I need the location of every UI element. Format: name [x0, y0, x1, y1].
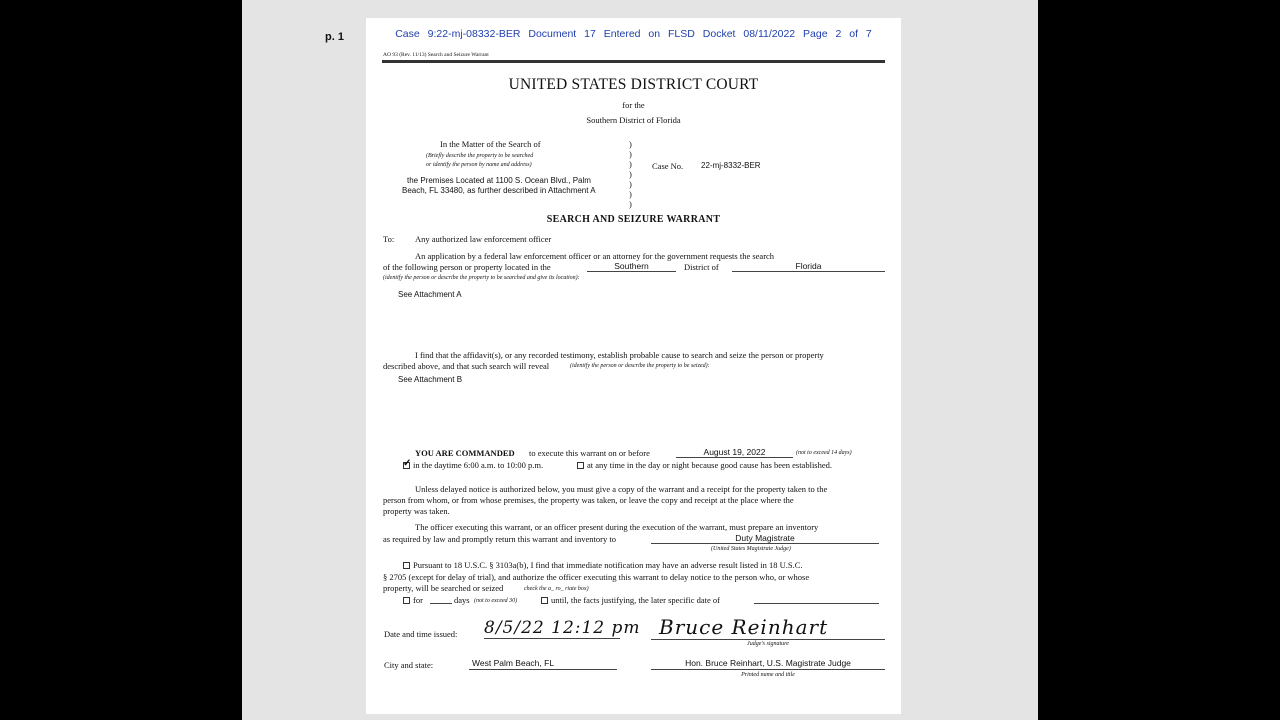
- days-blank: [430, 594, 452, 604]
- matter-hint-2: or identify the person by name and address): [426, 162, 532, 168]
- premises-line-1: the Premises Located at 1100 S. Ocean Blvd., Palm: [407, 176, 591, 185]
- for-days-checkbox[interactable]: [403, 597, 410, 604]
- pursuant-text-1: Pursuant to 18 U.S.C. § 3103a(b), I find that immediate notification may have an adverse result listed in 18 U.S.C.: [413, 560, 803, 570]
- until-label: until, the facts justifying, the later specific date of: [551, 595, 720, 605]
- docket-stamp: Case 9:22-mj-08332-BER Document 17 Entered on FLSD Docket 08/11/2022 Page 2 of 7: [395, 28, 872, 40]
- daytime-label: in the daytime 6:00 a.m. to 10:00 p.m.: [413, 460, 544, 470]
- city-value: West Palm Beach, FL: [469, 658, 617, 670]
- warrant-title: SEARCH AND SEIZURE WARRANT: [546, 214, 721, 225]
- delayed-line-1: Unless delayed notice is authorized below, you must give a copy of the warrant and a receipt for the property taken to the: [415, 484, 828, 494]
- delayed-line-2: person from whom, or from whose premises, the property was taken, or leave the copy and receipt at the place where the: [383, 495, 794, 505]
- to-value: Any authorized law enforcement officer: [415, 234, 552, 244]
- inventory-line-2: as required by law and promptly return this warrant and inventory to: [383, 534, 616, 544]
- district-name: Southern District of Florida: [586, 115, 681, 125]
- command-bold: YOU ARE COMMANDED: [415, 448, 515, 458]
- for-the: for the: [622, 100, 645, 110]
- printed-name: Hon. Bruce Reinhart, U.S. Magistrate Judge: [651, 658, 885, 670]
- paren: ): [629, 179, 632, 189]
- pursuant-line-1: [403, 560, 803, 570]
- district-field: Southern: [587, 261, 676, 272]
- inventory-caption: (United States Magistrate Judge): [711, 546, 791, 552]
- city-label: City and state:: [384, 660, 434, 670]
- pdf-viewer: [242, 0, 1038, 720]
- matter-label: In the Matter of the Search of: [440, 139, 541, 149]
- pursuant-hint: check the a_ ro_ riate box): [524, 586, 589, 592]
- application-line-1: An application by a federal law enforcement officer or an attorney for the government requests the search: [415, 251, 775, 261]
- court-name: UNITED STATES DISTRICT COURT: [508, 76, 759, 93]
- execute-by-date: August 19, 2022: [676, 447, 793, 458]
- attachment-b: See Attachment B: [398, 375, 463, 384]
- attachment-a: See Attachment A: [398, 290, 462, 299]
- delayed-line-3: property was taken.: [383, 506, 450, 516]
- anytime-checkbox[interactable]: [577, 462, 584, 469]
- to-label: To:: [383, 234, 395, 244]
- pursuant-line-3: property, will be searched or seized: [383, 583, 504, 593]
- inventory-recipient: Duty Magistrate: [651, 533, 879, 544]
- anytime-label: at any time in the day or night because good cause has been established.: [587, 460, 833, 470]
- judge-signature: Bruce Reinhart: [651, 615, 885, 640]
- inventory-line-1: The officer executing this warrant, or an officer present during the execution of the warrant, must prepare an inventory: [415, 522, 819, 532]
- application-hint: (identify the person or describe the property to be searched and give its location):: [383, 275, 580, 281]
- days-label: days: [454, 595, 470, 605]
- until-date-blank: [754, 594, 879, 604]
- document-page: [366, 18, 901, 714]
- pursuant-checkbox[interactable]: [403, 562, 410, 569]
- page-label: p. 1: [325, 31, 344, 43]
- issued-datetime: 8/5/22 12:12 pm: [484, 618, 641, 638]
- paren: ): [629, 149, 632, 159]
- signature-caption: Judge's signature: [747, 641, 789, 647]
- for-days-option: [403, 595, 423, 605]
- until-option: [541, 595, 720, 605]
- paren: ): [629, 169, 632, 179]
- state-field: Florida: [732, 261, 885, 272]
- case-label: Case No.: [652, 161, 684, 171]
- for-label: for: [413, 595, 423, 605]
- case-number: 22-mj-8332-BER: [701, 161, 761, 170]
- matter-hint-1: (Briefly describe the property to be searched: [426, 153, 534, 159]
- daytime-checkbox[interactable]: [403, 462, 410, 469]
- paren: ): [629, 199, 632, 209]
- paren: ): [629, 189, 632, 199]
- paren: ): [629, 139, 632, 149]
- header-rule: [382, 60, 885, 63]
- until-checkbox[interactable]: [541, 597, 548, 604]
- form-id: AO 93 (Rev. 11/13) Search and Seizure Warrant: [383, 52, 489, 58]
- finding-hint: (identify the person or describe the property to be seized):: [570, 363, 710, 369]
- daytime-option: [403, 460, 543, 470]
- finding-line-1: I find that the affidavit(s), or any recorded testimony, establish probable cause to search and seize the person or property: [415, 350, 824, 360]
- paren: ): [629, 159, 632, 169]
- district-of: District of: [684, 262, 719, 272]
- printed-name-caption: Printed name and title: [741, 672, 795, 678]
- command-text: to execute this warrant on or before: [529, 448, 650, 458]
- pursuant-line-2: § 2705 (except for delay of trial), and authorize the officer executing this warrant to delay notice to the person who, or whose: [383, 572, 810, 582]
- days-note: (not to exceed 30): [474, 598, 518, 604]
- premises-line-2: Beach, FL 33480, as further described in Attachment A: [402, 186, 596, 195]
- issued-label: Date and time issued:: [384, 629, 458, 639]
- finding-line-2: described above, and that such search will reveal: [383, 361, 550, 371]
- application-line-2: of the following person or property located in the: [383, 262, 551, 272]
- anytime-option: [577, 460, 832, 470]
- command-note: (not to exceed 14 days): [796, 450, 852, 456]
